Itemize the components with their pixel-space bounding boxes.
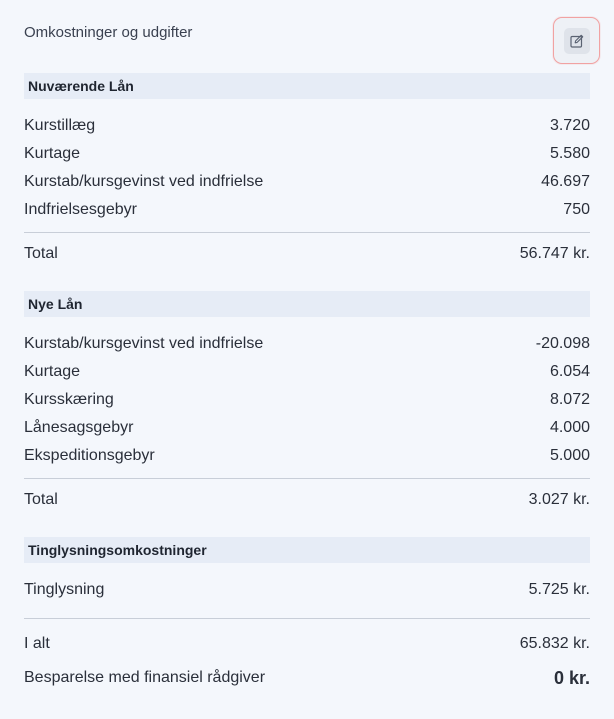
list-item	[24, 115, 590, 137]
grand-total-label: I alt	[24, 635, 50, 652]
section-current-loans-header: Nuværende Lån	[24, 73, 590, 99]
list-item	[24, 333, 590, 355]
list-item	[24, 143, 590, 165]
savings-label: Besparelse med finansiel rådgiver	[24, 669, 266, 686]
list-item	[24, 389, 590, 411]
row-label: Kurtage	[24, 363, 81, 380]
list-item	[24, 417, 590, 439]
row-label: Lånesagsgebyr	[24, 419, 134, 436]
section-total-row	[24, 489, 590, 511]
row-label: Kurstab/kursgevinst ved indfrielse	[24, 173, 264, 190]
row-label: Kursskæring	[24, 391, 114, 408]
row-value: 8.072	[549, 391, 590, 408]
divider	[24, 478, 590, 479]
row-value: 750	[563, 201, 590, 218]
row-label: Kurtage	[24, 145, 81, 162]
list-item	[24, 199, 590, 221]
total-label: Total	[24, 491, 58, 508]
section-total-row	[24, 243, 590, 265]
savings-value: 0 kr.	[553, 667, 590, 688]
total-value: 56.747 kr.	[519, 245, 590, 262]
row-label: Ekspeditionsgebyr	[24, 447, 155, 464]
row-value: 5.580	[549, 145, 590, 162]
list-item	[24, 361, 590, 383]
grand-total-value: 65.832 kr.	[519, 635, 590, 652]
edit-icon	[570, 34, 584, 48]
savings-row	[24, 667, 590, 689]
row-value: 3.720	[549, 117, 590, 134]
list-item	[24, 579, 590, 601]
row-value: 46.697	[541, 173, 590, 190]
divider	[24, 618, 590, 619]
row-value: -20.098	[535, 335, 590, 352]
row-label: Tinglysning	[24, 581, 105, 598]
card-title: Omkostninger og udgifter	[24, 24, 193, 41]
edit-icon-container	[564, 28, 590, 54]
divider	[24, 232, 590, 233]
row-label: Kurstab/kursgevinst ved indfrielse	[24, 335, 264, 352]
row-value: 5.725 kr.	[528, 581, 590, 598]
row-label: Kurstillæg	[24, 117, 96, 134]
row-value: 5.000	[549, 447, 590, 464]
section-registration-costs-header: Tinglysningsomkostninger	[24, 537, 590, 563]
list-item	[24, 171, 590, 193]
grand-total-row	[24, 633, 590, 655]
row-value: 6.054	[549, 363, 590, 380]
edit-button[interactable]	[553, 17, 600, 64]
section-new-loans-header: Nye Lån	[24, 291, 590, 317]
row-label: Indfrielsesgebyr	[24, 201, 137, 218]
list-item	[24, 445, 590, 467]
total-label: Total	[24, 245, 58, 262]
row-value: 4.000	[549, 419, 590, 436]
total-value: 3.027 kr.	[528, 491, 590, 508]
